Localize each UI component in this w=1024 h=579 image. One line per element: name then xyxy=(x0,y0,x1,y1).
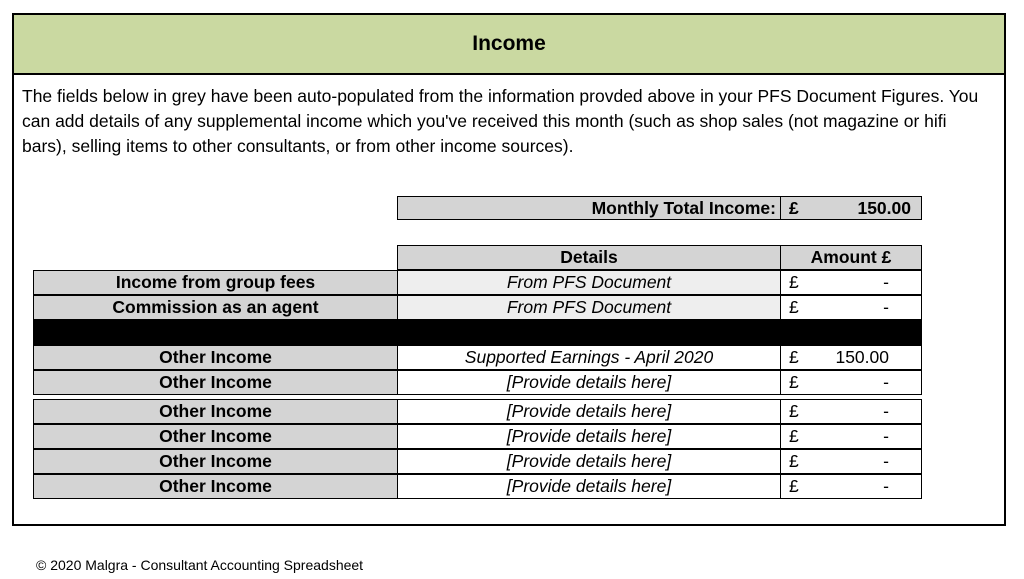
monthly-total-label: Monthly Total Income: xyxy=(397,196,781,220)
currency-symbol: £ xyxy=(789,401,799,421)
row-details[interactable]: [Provide details here] xyxy=(397,399,781,424)
currency-symbol: £ xyxy=(789,372,799,392)
footer-copyright: © 2020 Malgra - Consultant Accounting Spreadsheet xyxy=(36,557,364,573)
row-amount-cell[interactable] xyxy=(780,345,922,370)
currency-symbol: £ xyxy=(789,347,799,367)
row-details[interactable]: [Provide details here] xyxy=(397,474,781,499)
row-details: From PFS Document xyxy=(397,270,781,295)
row-label: Other Income xyxy=(33,424,398,449)
currency-symbol: £ xyxy=(789,197,799,218)
row-amount-cell[interactable] xyxy=(780,424,922,449)
monthly-total-value xyxy=(780,196,922,220)
row-amount: - xyxy=(883,426,889,446)
row-label: Other Income xyxy=(33,370,398,395)
row-label: Income from group fees xyxy=(33,270,398,295)
intro-text: The fields below in grey have been auto-populated from the information provded above in your PFS Document Figures. You can add details of any supplemental income which you've received this month (such as shop sales (not magazine or hifi bars), selling items to other consultants, or from other income sources). xyxy=(22,86,979,156)
row-amount: - xyxy=(883,297,889,317)
row-amount-cell xyxy=(780,270,922,295)
row-label: Other Income xyxy=(33,399,398,424)
row-amount: - xyxy=(883,272,889,292)
row-amount: - xyxy=(883,372,889,392)
currency-symbol: £ xyxy=(789,297,799,317)
row-amount: - xyxy=(883,451,889,471)
row-amount-cell[interactable] xyxy=(780,474,922,499)
row-details[interactable]: [Provide details here] xyxy=(397,449,781,474)
currency-symbol: £ xyxy=(789,476,799,496)
row-label: Other Income xyxy=(33,449,398,474)
currency-symbol: £ xyxy=(789,451,799,471)
row-details[interactable]: Supported Earnings - April 2020 xyxy=(397,345,781,370)
amount-header: Amount £ xyxy=(780,245,922,270)
row-amount-cell[interactable] xyxy=(780,370,922,395)
row-details[interactable]: [Provide details here] xyxy=(397,424,781,449)
row-label: Other Income xyxy=(33,345,398,370)
row-amount: - xyxy=(883,401,889,421)
details-header: Details xyxy=(397,245,781,270)
currency-symbol: £ xyxy=(789,272,799,292)
row-details: From PFS Document xyxy=(397,295,781,320)
row-details[interactable]: [Provide details here] xyxy=(397,370,781,395)
currency-symbol: £ xyxy=(789,426,799,446)
row-label: Other Income xyxy=(33,474,398,499)
monthly-total-amount: 150.00 xyxy=(857,197,911,218)
row-amount: - xyxy=(883,476,889,496)
row-label: Commission as an agent xyxy=(33,295,398,320)
separator-row xyxy=(33,320,922,345)
section-title: Income xyxy=(14,15,1004,75)
row-amount-cell xyxy=(780,295,922,320)
row-amount: 150.00 xyxy=(835,347,889,367)
row-amount-cell[interactable] xyxy=(780,449,922,474)
row-amount-cell[interactable] xyxy=(780,399,922,424)
